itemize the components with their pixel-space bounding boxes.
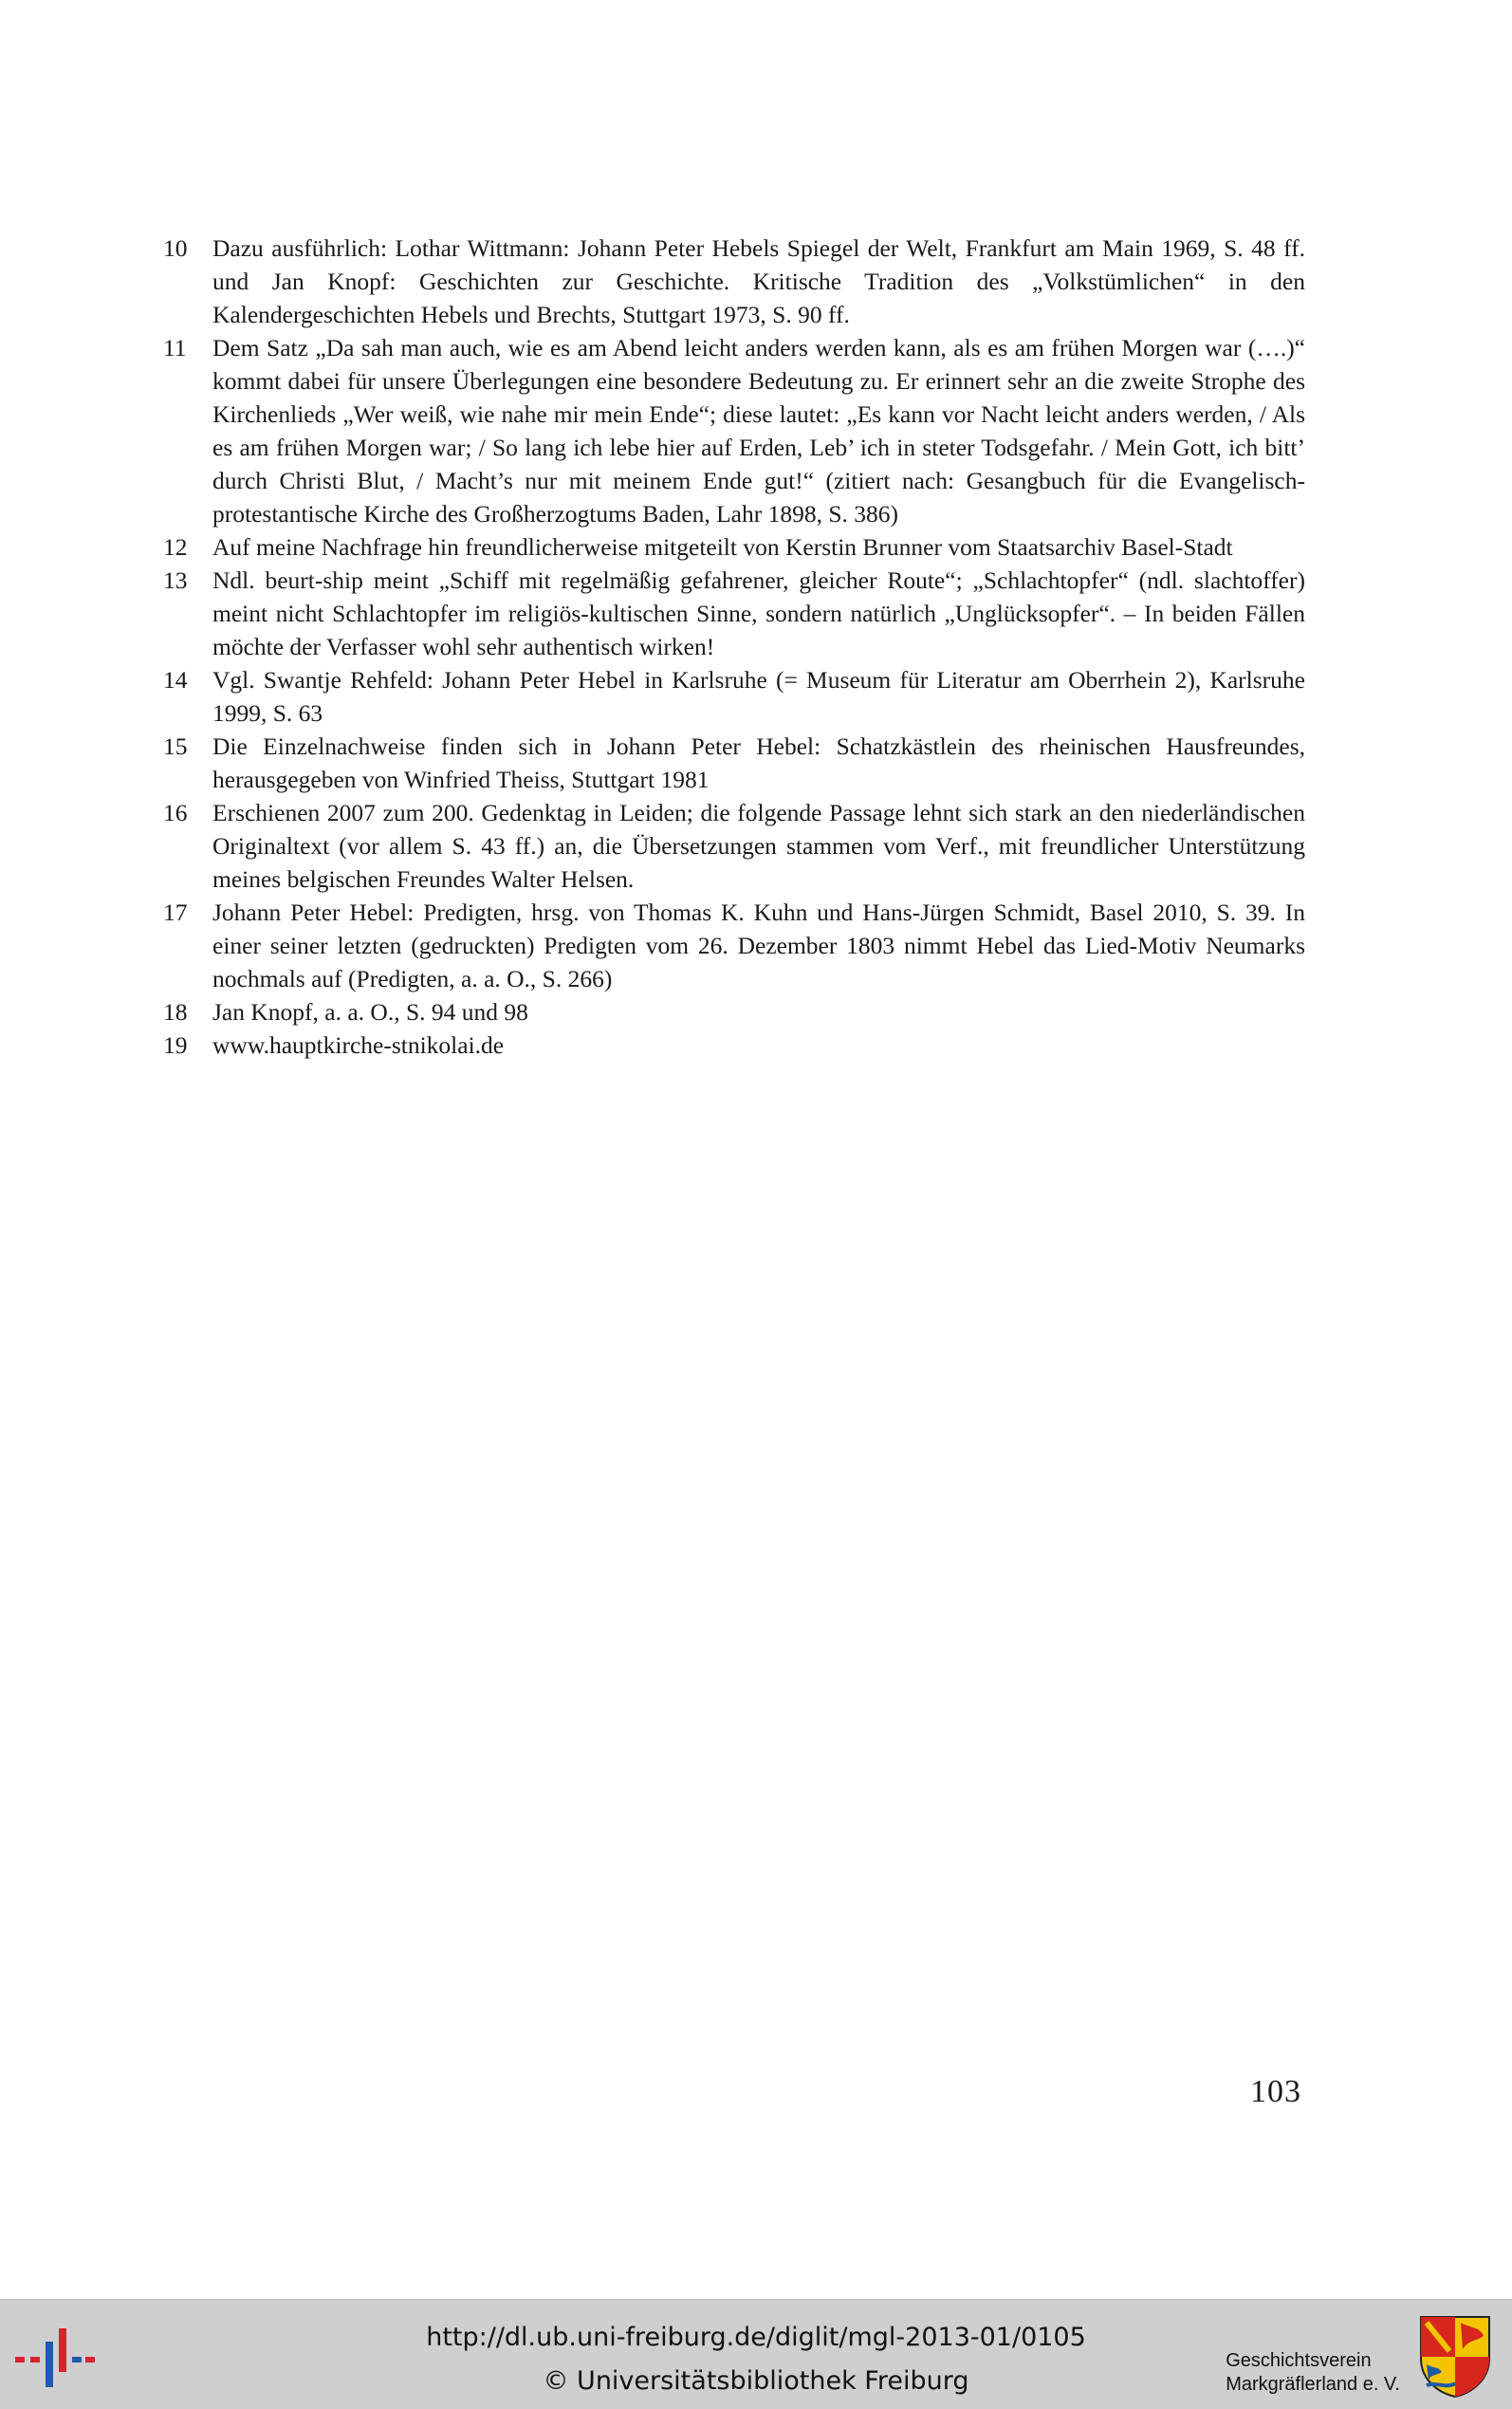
footnote (163, 995, 1305, 1028)
footnote (163, 331, 1305, 530)
footnote-number: 14 (163, 666, 188, 694)
footnote (163, 1028, 1305, 1062)
footnote-text: Die Einzelnachweise finden sich in Johann Peter Hebel: Schatzkästlein des rheinischen Hausfreundes, herausgegeben von Winfried Theiss, Stuttgart 1981 (212, 732, 1305, 793)
coat-of-arms-icon (1417, 2313, 1493, 2399)
footnote-number: 16 (163, 799, 188, 826)
footnote-number: 19 (163, 1031, 188, 1059)
footnote-text: Johann Peter Hebel: Predigten, hrsg. von Thomas K. Kuhn und Hans-Jürgen Schmidt, Basel 2010, S. 39. In einer seiner letzten (gedruckten) Predigten vom 26. Dezember 1803 nimmt Hebel das Lied-Motiv Neumarks nochmals auf (Predigten, a. a. O., S. 266) (212, 899, 1305, 992)
footnote-number: 13 (163, 566, 188, 594)
footnote-number: 12 (163, 533, 188, 561)
footnote (163, 730, 1305, 796)
footnote (163, 564, 1305, 663)
footnote (163, 796, 1305, 896)
footnote (163, 663, 1305, 730)
footnote-text: Ndl. beurt-ship meint „Schiff mit regelmäßig gefahrener, gleicher Route“; „Schlachtopfer“ (ndl. slachtoffer) meint nicht Schlachtopfer im religiös-kultischen Sinne, sondern natürlich „Unglücksopfer“. – In beiden Fällen möchte der Verfasser wohl sehr authentisch wirken! (212, 566, 1305, 660)
footnote-text: Jan Knopf, a. a. O., S. 94 und 98 (212, 998, 528, 1026)
permalink-url[interactable]: http://dl.ub.uni-freiburg.de/diglit/mgl-2013-01/0105 (426, 2323, 1086, 2352)
footnote (163, 530, 1305, 564)
footnotes-list (163, 232, 1305, 1062)
footnote-number: 15 (163, 732, 188, 760)
society-name (1226, 2349, 1400, 2397)
footnote-text: Dem Satz „Da sah man auch, wie es am Abend leicht anders werden kann, als es am frühen Morgen war (….)“ kommt dabei für unsere Überlegungen eine besondere Bedeutung zu. Er erinnert sehr an die zweite Strophe des Kirchenlieds „Wer weiß, wie nahe mir mein Ende“; diese lautet: „Es kann vor Nacht leicht anders werden, / Als es am frühen Morgen war; / So lang ich lebe hier auf Erden, Leb’ ich in steter Todsgefahr. / Mein Gott, ich bitt’ durch Christi Blut, / Macht’s nur mit meinem Ende gut!“ (zitiert nach: Gesangbuch für die Evangelisch-protestantische Kirche des Großherzogtums Baden, Lahr 1898, S. 386) (212, 334, 1305, 528)
footnote-number: 10 (163, 234, 188, 262)
footnote-number: 17 (163, 899, 188, 926)
footnote (163, 232, 1305, 331)
footnote-number: 18 (163, 998, 188, 1026)
footnote-text: www.hauptkirche-stnikolai.de (212, 1031, 505, 1059)
footnote-text: Vgl. Swantje Rehfeld: Johann Peter Hebel in Karlsruhe (= Museum für Literatur am Oberrhein 2), Karlsruhe 1999, S. 63 (212, 666, 1305, 727)
page-number: 103 (1250, 2074, 1301, 2109)
society-name-line: Geschichtsverein (1226, 2350, 1372, 2371)
footnote (163, 896, 1305, 995)
footnote-number: 11 (163, 334, 187, 361)
society-name-line: Markgräflerland e. V. (1226, 2374, 1400, 2395)
footnote-text: Auf meine Nachfrage hin freundlicherweise mitgeteilt von Kerstin Brunner vom Staatsarchiv Basel-Stadt (212, 533, 1233, 561)
footer-bar (0, 2299, 1512, 2409)
footnote-text: Dazu ausführlich: Lothar Wittmann: Johann Peter Hebels Spiegel der Welt, Frankfurt am Main 1969, S. 48 ff. und Jan Knopf: Geschichten zur Geschichte. Kritische Tradition des „Volkstümlichen“ in den Kalendergeschichten Hebels und Brechts, Stuttgart 1973, S. 90 ff. (212, 234, 1305, 328)
footnote-text: Erschienen 2007 zum 200. Gedenktag in Leiden; die folgende Passage lehnt sich stark an den niederländischen Originaltext (vor allem S. 43 ff.) an, die Übersetzungen stammen vom Verf., mit freundlicher Unterstützung meines belgischen Freundes Walter Helsen. (212, 799, 1305, 893)
copyright-notice: © Universitätsbibliothek Freiburg (543, 2366, 969, 2396)
